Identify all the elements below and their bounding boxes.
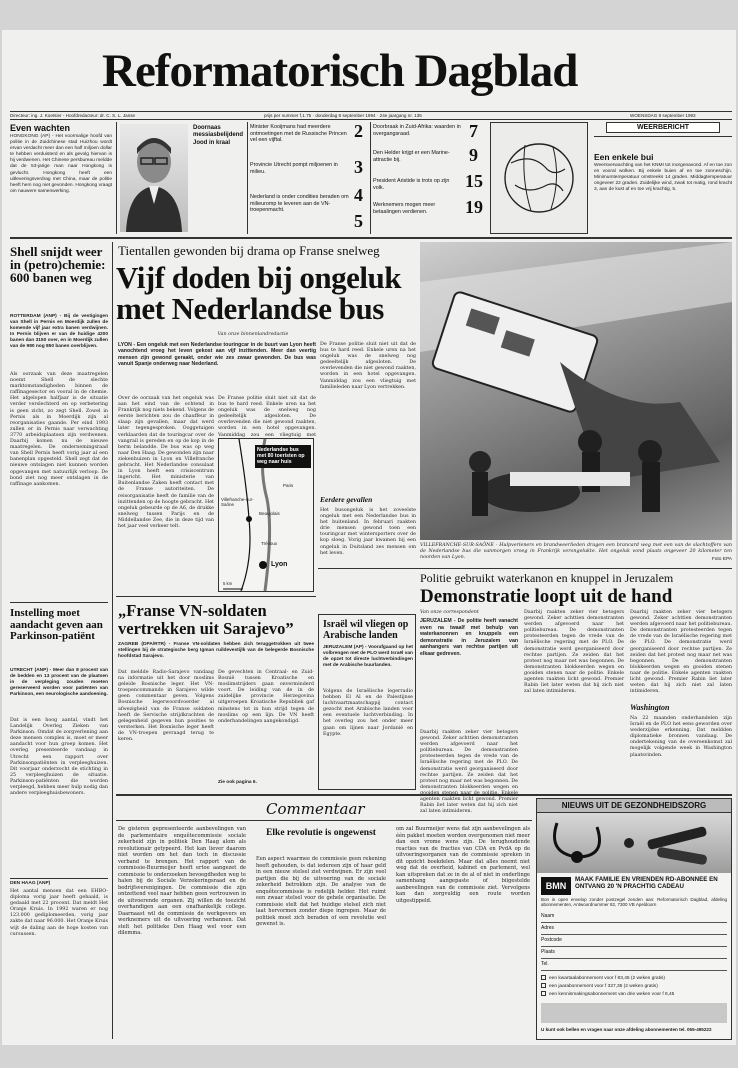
israel-box: [318, 614, 416, 790]
lyon-lead: LYON - Een ongeluk met een Nederlandse touringcar in de buurt van Lyon heeft vanochtend vroeg het leven gekost aan vijf inzittenden. Meer dan veertig mensen zijn gewond geraakt, onder wie zes zwaar gewonden. De bus was vanuit Spanje onderweg naar Nederland.: [118, 342, 316, 368]
accident-photo-illustration: [420, 242, 732, 540]
jeruzalem-lead: JERUZALEM - De politie heeft vanacht even na twaalf met behulp van waterkanonnen en knuppels een demonstratie in Jeruzalem van aanhangers van rechtse partijen uit elkaar gedreven.: [420, 618, 518, 657]
weather-box: [594, 122, 732, 234]
vn-body-2: De gevechten in Centraal- en Zuid-Bosnië tussen Kroatische en moslimstrijders gaan onverminderd voort. De leiding van de in de zuidelijke provincie Herzegovina uitgeroepen Kroatische Republiek gaf minstens tot in hun strijd tegen de moslims op een lijn. De VN heeft onderhandelingen aangekondigd.: [218, 670, 314, 724]
israel-lead: JERUZALEM (AP) - Voorafgaand op het volbrengen met de PLO werd Israël van de opzet tot directe luchtverbindingen met de Arabische buurlanden.: [323, 645, 413, 669]
jeruzalem-heading: Demonstratie loopt uit de hand: [420, 586, 673, 607]
index2-item-7-text: Doorbraak in Zuid-Afrika: waarden in overgangsraad.: [373, 124, 461, 137]
index-column-right: [373, 122, 488, 234]
index-item-4-number: 4: [354, 185, 363, 205]
portrait-illustration: [120, 124, 188, 232]
index-item-5-number: 5: [354, 211, 363, 231]
index-item-2-number: 2: [354, 121, 363, 141]
ad-option-1[interactable]: [541, 975, 727, 982]
index2-item-19-text: Werknemers mogen meer betaalingen verdienen.: [373, 202, 436, 215]
commentaar-section: [116, 798, 532, 1040]
checkbox-icon: [541, 975, 546, 980]
weather-heading: Een enkele bui: [594, 152, 654, 162]
index-item-4-text: Nederland is onder condities beraden om milieuromp te leveren aan de VN-troepenmacht.: [250, 194, 349, 214]
vn-lead: ZAGREB (DPA/RTR) - Franse VN-soldaten hebben zich teruggetrokken uit twee stellingen bij de strategische berg Igman ruildevestijlk van de belegerde Bosnische hoofdstad Sarajevo.: [118, 642, 314, 660]
weather-label: WEERBERICHT: [606, 122, 720, 133]
index2-item-9-text: Den Helder krijgt er een Marine-attractie bij.: [373, 150, 450, 163]
commentaar-col1: De gisteren gepresenteerde aanbevelingen van de parlementaire enquêtecommissie sociale zekerheid zijn in politiek Den Haag alom als revolutionair getypeerd. Het kan liever daarom niet worden om het dan toch in discussie verband te brengen. Het rapport van de commissie-Buurmeijer heeft ertoe aangezet de commissie te onderzoeken bevoegdheden weg te halen bij de Sociale Verzekeringsraad en de bedrijfsverenigingen. De commissie die zijn ontzettend veel naar hebben geen vertrouwen in de uitvoerende organen. Zij willen de toezicht overhandigen aan een onafhankelijk college. Daarnaast wil de commissie de werkgevers en werknemers uit de uitvoering verbannen. Dat stelt het politieke Den Haag wel voor een dilemma.: [118, 826, 246, 936]
commentaar-subhead: Elke revolutie is ongewenst: [266, 828, 376, 838]
evenwachten-body: HONGKONG (AP) - Het voormalige hoofd van politie in de Zuidchinese stad Huizhou wordt ervan verdacht meer dan een half miljoen dollar te hebben verduisterd en als gevolg hiervan is hij verdwenen. Het Chinese persbureau meldde dat de 53-jarige man naar Hongkong is gevlucht. Hongkong heeft een uitleveringsverdrag met China, maar de politie heeft hem nog niet gevonden. Hongkong vraagt om nauwere samenwerking.: [10, 134, 112, 194]
evenwachten-heading: Even wachten: [10, 123, 71, 133]
ad-option-3[interactable]: [541, 991, 727, 998]
lyon-body: Over de oorzaak van het ongeluk was aan het eind van de ochtend in Frankrijk nog niets bekend. Volgens de eerste berichten zou de chauffeur in slaap zijn gevallen, maar dat werd later tegengesproken. Ooggetuigen verklaarden dat de touringcar over de vangrail is gereden en op de kop in de berm belandde. De bus was op weg naar Den Haag. De gewonden zijn naar ziekenhuizen in Lyon en Villefranche gebracht. Het Nederlandse consulaat in Lyon heeft een crisiscentrum ingericht. Het ministerie van Buitenlandse Zaken heeft contact met de Franse autoriteiten. De reisorganisatie heeft de familie van de inzittenden op de hoogte gebracht. Het ongeluk gebeurde op de A6, de drukke snelweg tussen Parijs en de Middellandse Zee, die in deze tijd van het jaar veel verkeer telt.: [118, 396, 214, 529]
stethoscope-icon: [537, 813, 731, 873]
map-city-villefranche: Villefranche-sur-Saône: [221, 497, 254, 507]
denhaag-heading: DEN HAAG (ANP): [10, 881, 51, 886]
shell-heading: Shell snijdt weer in (petro)chemie: 600 banen weg: [10, 244, 106, 285]
shell-body: Als oorzaak van deze maatregelen noemt Shell de slechte marktomstandigheden binnen de raffinagesector en vooral in de chemie. Het afgelopen halfjaar is de situatie verder verslechterd en op verbetering is geen zicht, zo zegt Shell. Zowel in Pernis als in Moerdijk zijn al reorganisaties gaande. Per eind 1993 zullen er in Pernis naar verwachting 3770 arbeidsplaatsen zijn verdwenen. Daarbij komen nu de nieuwe maatregelen. De ondernemingsraad van Shell Pernis heeft vorig jaar al een banenplan opgesteld. Shell zegt dat de nieuwe ontslagen niet kunnen worden opgevangen met natuurlijk verloop. De bond ziet nog meer ontslagen in de raffinage aankomen.: [10, 372, 108, 487]
ad-field-postcode[interactable]: [541, 937, 727, 947]
masthead-sub-line: prijs per nummer f,1.75 · donderdag 8 september 1994 · 24e jaargang nr. 135: [264, 113, 422, 118]
checkbox-icon: [541, 983, 546, 988]
ad-box: [536, 798, 732, 1040]
portrait-photo: [120, 124, 188, 232]
index-item-3-text: Provincie Utrecht pompt miljoenen in milieu.: [250, 162, 338, 175]
index-item-3-number: 3: [354, 157, 363, 177]
parkinson-lead: UTRECHT (ANP) - Meer dan 8 procent van de bedden en 13 procent van de plaatsen in de verpleging zouden moeten gereserveerd worden voor patiënten van Parkinson, een neurologische aandoening.: [10, 668, 108, 698]
commentaar-label: Commentaar: [266, 800, 365, 818]
lyon-kicker: Tientallen gewonden bij drama op Franse snelweg: [118, 243, 380, 258]
ad-banner: NIEUWS UIT DE GEZONDHEIDSZORG: [537, 799, 731, 813]
washington-body: Na 22 maanden onderhandelen zijn Israël en de PLO het eens geworden over wederzijdse erkenning. Dat meldden diplomatieke bronnen vandaag. De ondertekening van de overeenkomst zal mogelijk volgende week in Washington plaatsvinden.: [630, 716, 732, 758]
vn-heading: „Franse VN-soldaten vertrekken uit Sarajevo”: [118, 601, 294, 638]
index2-item-7-number: 7: [469, 121, 478, 141]
ad-field-plaats[interactable]: [541, 949, 727, 959]
ad-field-naam[interactable]: [541, 913, 727, 923]
index-item-2-text: Minister Kooijmans had meerdere ontmoetingen met de Russische Princen vel een vijftal.: [250, 124, 347, 144]
map-graphic: [218, 438, 314, 592]
jeruzalem-byline: Van onze correspondent: [420, 610, 479, 615]
jeruzalem-kicker: Politie gebruikt waterkanon en knuppel in Jeruzalem: [420, 571, 674, 585]
lyon-subhead: Eerdere gevallen: [320, 495, 373, 504]
jeruzalem-body: Daarbij raakten zeker vier betogers gewond. Zeker achttien demonstranten werden afgevoerd naar het politiebureau. De demonstranten protesteerden tegen de vrede van de Israëlische regering met de PLO. De demonstratie werd georganiseerd door rechtse partijen. Ze zeiden dat het protest nog maar net was begonnen. De demonstranten blokkeerden wegen en gooiden stenen naar de politie. Enkele agenten raakten licht gewond. Premier Rabin liet later weten dat hij zich niet zal laten intimideren.: [524, 610, 624, 695]
index2-item-15-number: 15: [465, 171, 483, 191]
stamp-graphic: [490, 122, 588, 234]
masthead-top-line: Directeur: ing. J. Koetsier - Hoofdredacteur: dr. C. S. L. Janse: [10, 113, 136, 118]
map-scale: 5 km: [223, 581, 233, 586]
globe-stamp-icon: [491, 123, 587, 233]
newspaper-page: [2, 30, 736, 1045]
vn-more: Zie ook pagina 6.: [218, 780, 257, 785]
parkinson-body: Dat is een hoog aantal, vindt het Landelijk Overleg Zieken van Parkinson. Omdat de zorgverlening aan deze mensen complex is, moet er meer aandacht voor hun groep komen. Het overleg presenteerde vandaag in Utrecht een rapport over Parkinsonpatiënten in verpleeghuizen. Dit voorjaar onderzocht de stichting in 25 verpleeghuizen de situatie. Parkinson-patiënten die worden verpleegd, hebben meer hulp nodig dan andere verpleeghuisbewoners.: [10, 718, 108, 797]
photo-caption: VILLEFRANCHE-SUR-SAÔNE - Hulpverleners en brandweerlieden dragen een brancard weg met een van de slachtoffers van de Nederlandse bus die vanmorgen vroeg in Frankrijk verongelukte. Het ongeluk vond plaats ongeveer 20 kilometer ten noorden van Lyon.: [420, 543, 732, 561]
index-column-left: [250, 122, 368, 234]
ad-gift-strip: [541, 1003, 727, 1023]
parkinson-heading: Instelling moet aandacht geven aan Parkinson-patiënt: [10, 607, 103, 642]
ad-field-naam-label: Naam: [541, 913, 555, 919]
weather-body: Weersverwachting van het KNMI tot morgenavond. Af en toe zon en vooral wolken. Bij enkele buien af en toe zonneschijn. Minimumtemperatuur omstreeks 14 graden. Middagtemperatuur ongeveer 22 graden. Zuidelijke wind, zwak tot matig, rond kracht 3, aan de kust af en toe vrij krachtig, 5.: [594, 163, 732, 193]
doornaas-title: Doornaas messiasbelijdend Jood in kraal: [193, 125, 244, 146]
ad-intro: Bon in open envelop zonder postzegel zenden aan: Reformatorisch Dagblad, afdeling abonnementen, Antwoordnummer 82, 7300 VB Apeldoorn: [541, 897, 727, 908]
ad-image: [537, 813, 731, 873]
map-city-beaujolais: Beaujolais: [259, 511, 280, 516]
lyon-body-col3: De Franse politie sluit niet uit dat de bus te hard reed. Enkele uren na het ongeluk was de snelweg nog gedeeltelijk afgesloten. De overlevenden die niet gewond raakten, worden in een hotel opgevangen. Vanmiddag zou een vliegtuig met familieleden naar Lyon vertrekken.: [320, 342, 416, 390]
commentaar-col3: om zal Buurmeijer wens dat zijn aanbevelingen als één pakket moeten worden overgenomen niet meer dan een vrome wens zijn. De terughoudende reacties van de fracties van CDA en PvdA op de uitvoeringsorganen van de commissie spreken in dit opzicht boekdelen. Maar dat alles neemt niet weg dat de overheid, kabinet en parlement, wel kan uitspreken dat ze in de al of niet in onderlinge samenhang aangepaste of biigestelde aanbevelingen van de commissie ziet. Vervolgens kan dan zorgvuldig een route worden uitgestippeld.: [396, 826, 530, 904]
masthead-title: Reformatorisch Dagblad: [102, 45, 578, 97]
ad-field-postcode-label: Postcode: [541, 937, 562, 943]
ad-title: MAAK FAMILIE EN VRIENDEN RD-ABONNEE EN ONTVANG 20 'N PRACHTIG CADEAU: [575, 876, 718, 890]
map-city-lyon: Lyon: [271, 561, 288, 568]
masthead-date: WOENSDAG 8 september 1993: [630, 113, 696, 118]
ad-option-2[interactable]: [541, 983, 727, 990]
ad-field-plaats-label: Plaats: [541, 949, 555, 955]
lyon-body-2: De Franse politie sluit niet uit dat de bus te hard reed. Enkele uren na het ongeluk was de snelweg nog gedeeltelijk afgesloten. De overlevenden die niet gewond raakten, worden in een hotel opgevangen. Vanmiddag zou een vliegtuig met: [218, 396, 316, 438]
ad-option-2-label: een jaarabonnement voor f 327,35 (2 weken gratis): [549, 983, 658, 989]
denhaag-body: Het aantal mensen dat een EHBO-diploma vorig jaar heeft gehaald, is gedaald met 22 procent. Dat meldt Het Oranje Kruis. In 1992 waren er nog 123.000 gediplomeerden, vorig jaar zakte dat naar 96.000. Het Oranje Kruis wijt de daling aan de hoge kosten van cursussen.: [10, 889, 108, 937]
lyon-body-3: Het busongeluk is het zoveelste ongeluk met een Nederlandse bus in het buitenland. In februari raakten drie mensen gewond toen een touringcar met wintersporters over de kop sloeg. Vorig jaar kwamen bij een ongeluk in Duitsland zes mensen om het leven.: [320, 508, 416, 556]
commentaar-col2: Een aspect waarmee de commissie geen rekening heeft gehouden, is dat iedereen zijn of haar geld in een nieuw stelsel ziet verdwijnen. Er zijn veel partijen die bij de uitvoering van de sociale zekerheid betrokken zijn. De analyse van de enquêtecommissie is redelijk helder. Het ruimt een zwaar stelsel voor de gehele organisatie. De commissie stelt dat het huidige stelsel zich niet laat hervormen zonder diepe ingrepen. Maar de politiek moet zich beraden of een revolutie wel gewenst is.: [256, 856, 386, 927]
jeruzalem-body-2: Daarbij raakten zeker vier betogers gewond. Zeker achttien demonstranten werden afgevoerd naar het politiebureau. De demonstranten protesteerden tegen de vrede van de Israëlische regering met de PLO. De demonstratie werd georganiseerd door rechtse partijen. Ze zeiden dat het protest nog maar net was begonnen. De demonstranten blokkeerden wegen en gooiden stenen naar de politie. Enkele agenten raakten licht gewond. Premier Rabin liet later weten dat hij zich niet zal laten intimideren.: [630, 610, 732, 695]
ad-field-tel[interactable]: [541, 961, 727, 971]
jeruzalem-body-col1b: Daarbij raakten zeker vier betogers gewond. Zeker achttien demonstranten werden afgevoerd naar het politiebureau. De demonstranten protesteerden tegen de vrede van de Israëlische regering met de PLO. De demonstratie werd georganiseerd door rechtse partijen. Ze zeiden dat het protest nog maar net was begonnen. De demonstranten blokkeerden wegen en agenten raakten licht gewond. Premier Rabin liet later weten dat hij zich niet zal laten intimideren.: [420, 730, 518, 815]
checkbox-icon: [541, 991, 546, 996]
ad-field-tel-label: Tel.: [541, 961, 549, 967]
lyon-heading: Vijf doden bij ongeluk met Nederlandse bus: [116, 260, 401, 326]
shell-lead: ROTTERDAM (ANP) - Bij de vestigingen van Shell in Pernis en Moerdijk zullen de komende vijf jaar extra banen verdwijnen. In Pernis blijven er van de huidige 4200 banen dan 3150 over, en in Moerdijk zullen van de 980 nog 850 banen overblijven.: [10, 314, 108, 350]
vn-body: Dat meldde Radio-Sarajevo vandaag na informatie uit het door moslims geleide Bosnische leger. Het VN-troepencommando in Sarajevo wilde geen commentaar geven. Volgens Bosnische legerwoordvoerder al afwezigheid van de Franse soldaten heeft de Servische strijdkrachten de gelegenheid gegeven hun posities te versterken. Het Bosnische leger heeft de VN-troepen gevraagd terug te keren.: [118, 670, 214, 743]
washington-heading: Washington: [630, 703, 670, 712]
map-city-paris: Paris: [283, 483, 294, 488]
ad-option-3-label: een kennismakingsabonnement van drie weken voor f 8,45: [549, 991, 675, 997]
ad-footer: U kunt ook bellen en vragen naar onze afdeling abonnementen tel. 055-495222: [541, 1027, 712, 1032]
index2-item-15-text: President Aristide is trots op zijn volk.: [373, 178, 450, 191]
map-title: Nederlandse bus met 80 toeristen op weg naar huis: [255, 445, 311, 468]
ad-field-adres-label: Adres: [541, 925, 555, 931]
israel-heading: Israël wil vliegen op Arabische landen: [323, 619, 409, 641]
ad-field-adres[interactable]: [541, 925, 727, 935]
photo-credit: Foto EPA: [711, 557, 732, 562]
accident-photo: [420, 242, 732, 540]
index2-item-19-number: 19: [465, 197, 483, 217]
map-city-trevoux: Trévoux: [261, 541, 278, 546]
ad-brand: BMN: [541, 877, 571, 895]
israel-body: Volgens de Israëlische legerradio hebben El Al en de Palestijnse luchtvaartmaatschappij contact gezocht met Arabische landen voor een eventuele luchtverbinding. In het overleg zou het onder meer gaan om lijnen naar Jordanië en Egypte.: [323, 689, 413, 737]
index2-item-9-number: 9: [469, 145, 478, 165]
ad-option-1-label: een kwartaalabonnement voor f 83,45 (2 weken gratis): [549, 975, 665, 981]
lyon-byline: Van onze binnenlandredactie: [217, 332, 289, 337]
